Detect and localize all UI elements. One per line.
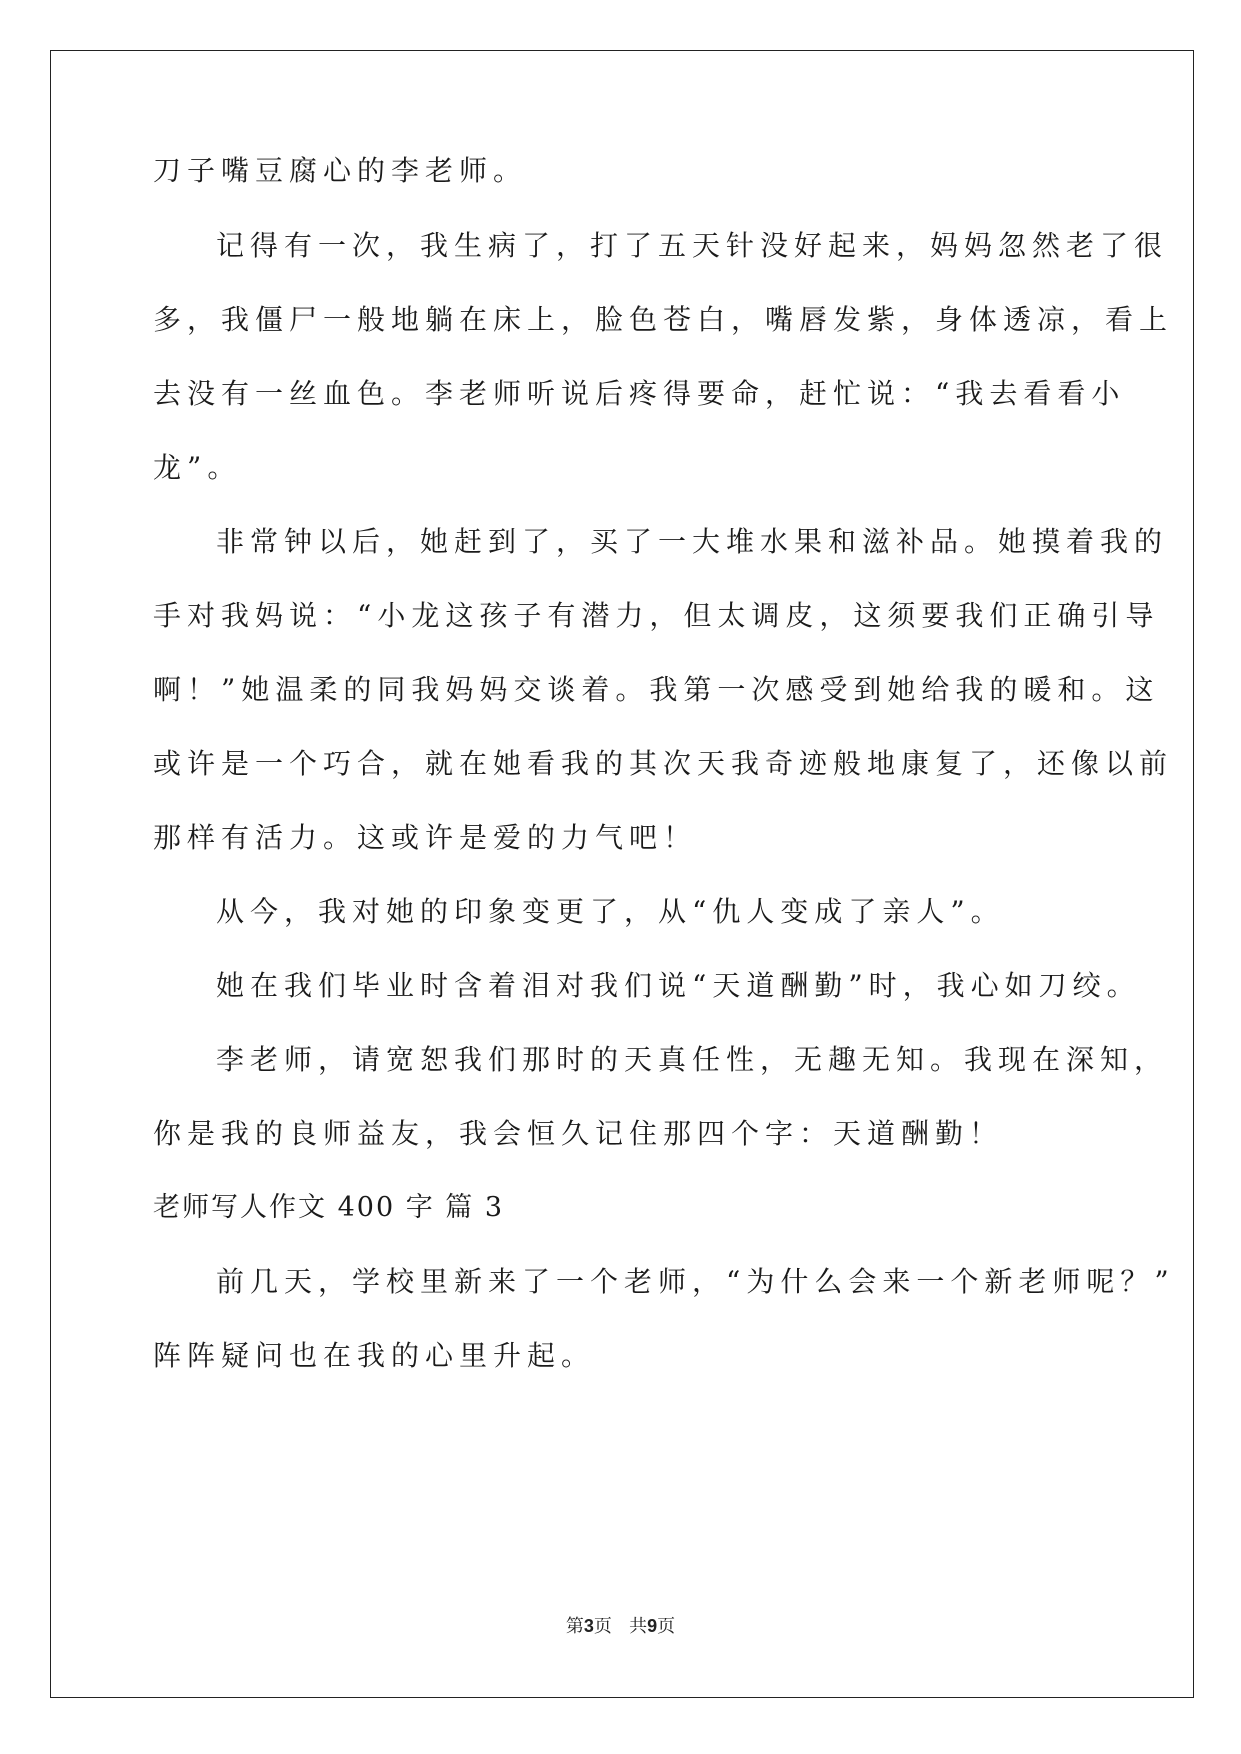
page-number-suffix: 页 xyxy=(657,1616,676,1637)
text-line: 多，我僵尸一般地躺在床上，脸色苍白，嘴唇发紫，身体透凉，看上 xyxy=(153,303,1174,336)
text-line: 那样有活力。这或许是爱的力气吧！ xyxy=(153,821,698,854)
text-line: 前几天，学校里新来了一个老师，“为什么会来一个新老师呢？” xyxy=(216,1265,1175,1298)
text-line: 或许是一个巧合，就在她看我的其次天我奇迹般地康复了，还像以前 xyxy=(153,747,1174,780)
section-heading: 老师写人作文 400 字 篇 3 xyxy=(153,1192,505,1223)
text-line: 去没有一丝血色。李老师听说后疼得要命，赶忙说：“我去看看小 xyxy=(153,377,1126,410)
text-line: 手对我妈说：“小龙这孩子有潜力，但太调皮，这须要我们正确引导 xyxy=(153,599,1160,632)
text-line: 李老师，请宽恕我们那时的天真任性，无趣无知。我现在深知， xyxy=(216,1043,1169,1076)
text-line: 啊！”她温柔的同我妈妈交谈着。我第一次感受到她给我的暖和。这 xyxy=(153,673,1160,706)
text-line: 她在我们毕业时含着泪对我们说“天道酬勤”时，我心如刀绞。 xyxy=(216,969,1141,1002)
page-number-total: 9 xyxy=(647,1616,658,1636)
page-footer xyxy=(0,1612,1241,1638)
text-line: 阵阵疑问也在我的心里升起。 xyxy=(153,1339,596,1372)
text-line: 你是我的良师益友，我会恒久记住那四个字：天道酬勤！ xyxy=(153,1117,1004,1150)
page-number-current: 3 xyxy=(583,1616,594,1636)
page-number-prefix: 第 xyxy=(565,1616,584,1637)
page-border xyxy=(50,50,1194,1698)
text-line: 非常钟以后，她赶到了，买了一大堆水果和滋补品。她摸着我的 xyxy=(216,525,1169,558)
text-line: 刀子嘴豆腐心的李老师。 xyxy=(153,154,528,187)
text-line: 从今，我对她的印象变更了，从“仇人变成了亲人”。 xyxy=(216,895,1005,928)
text-line: 龙”。 xyxy=(153,451,242,484)
page-number-mid: 页 共 xyxy=(593,1616,648,1637)
text-line: 记得有一次，我生病了，打了五天针没好起来，妈妈忽然老了很 xyxy=(216,229,1169,262)
